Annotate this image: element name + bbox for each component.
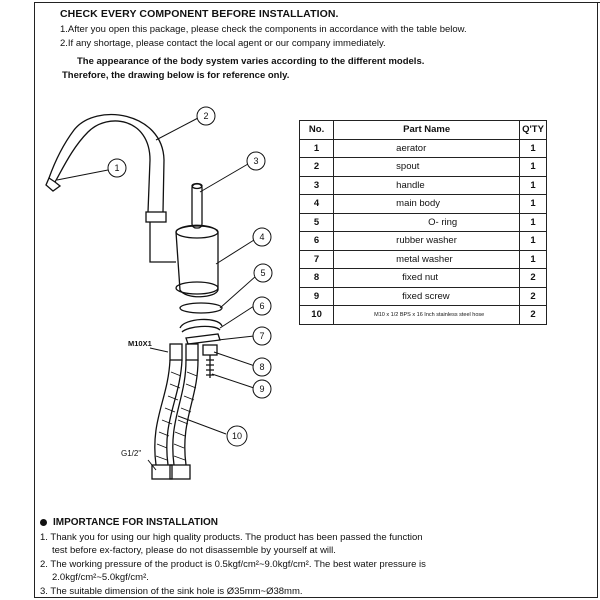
callout-3 xyxy=(247,152,265,170)
cell-part-name: spout xyxy=(334,158,520,177)
cell-qty: 1 xyxy=(520,250,547,269)
frame-top-border xyxy=(34,2,600,3)
cell-qty: 1 xyxy=(520,176,547,195)
callout-4 xyxy=(253,228,271,246)
cell-no: 4 xyxy=(300,195,334,214)
table-row xyxy=(300,306,547,325)
callout-2 xyxy=(197,107,215,125)
importance-item-2b: 2.0kgf/cm²~5.0kgf/cm². xyxy=(52,572,149,583)
svg-text:10: 10 xyxy=(231,431,243,441)
frame-right-border xyxy=(597,2,598,598)
svg-text:4: 4 xyxy=(259,232,265,242)
callout-9 xyxy=(253,380,271,398)
cell-part-name: fixed nut xyxy=(334,269,520,288)
table-row xyxy=(300,287,547,306)
table-row xyxy=(300,195,547,214)
parts-table-header xyxy=(300,121,547,140)
table-row xyxy=(300,139,547,158)
bullet-icon xyxy=(40,519,47,526)
svg-text:1: 1 xyxy=(114,163,120,173)
cell-qty: 2 xyxy=(520,269,547,288)
svg-text:7: 7 xyxy=(259,331,265,341)
cell-qty: 2 xyxy=(520,306,547,325)
o-ring-drawing xyxy=(180,303,222,313)
spout-collar-drawing xyxy=(146,212,166,222)
cell-part-name: M10 x 1/2 BPS x 16 Inch stainless steel hose xyxy=(334,306,520,325)
cell-no: 7 xyxy=(300,250,334,269)
callout-10 xyxy=(227,426,247,446)
svg-text:6: 6 xyxy=(259,301,265,311)
cell-part-name: fixed screw xyxy=(334,287,520,306)
frame-left-border xyxy=(34,2,35,598)
header-no: No. xyxy=(300,121,334,140)
instruction-line-1: 1.After you open this package, please check the components in accordance with the table below. xyxy=(60,24,467,35)
importance-item-1a: 1. Thank you for using our high quality products. The product has been passed the function xyxy=(40,532,423,543)
cell-qty: 1 xyxy=(520,195,547,214)
spout-drawing xyxy=(49,115,164,212)
cell-no: 2 xyxy=(300,158,334,177)
header-part-name: Part Name xyxy=(334,121,520,140)
importance-item-2a: 2. The working pressure of the product is 0.5kgf/cm²~9.0kgf/cm². The best water pressure is xyxy=(40,559,426,570)
cell-qty: 1 xyxy=(520,139,547,158)
thread-label-m10: M10X1 xyxy=(128,339,152,348)
callout-6 xyxy=(253,297,271,315)
handle-drawing xyxy=(192,184,202,229)
svg-text:2: 2 xyxy=(203,111,209,121)
table-row xyxy=(300,232,547,251)
cell-part-name: handle xyxy=(334,176,520,195)
svg-text:9: 9 xyxy=(259,384,265,394)
cell-no: 3 xyxy=(300,176,334,195)
cell-qty: 2 xyxy=(520,287,547,306)
hose-drawing xyxy=(152,344,198,479)
table-row xyxy=(300,176,547,195)
importance-title: IMPORTANCE FOR INSTALLATION xyxy=(53,517,218,528)
cell-no: 10 xyxy=(300,306,334,325)
instruction-line-2: 2.If any shortage, please contact the local agent or our company immediately. xyxy=(60,38,386,49)
rubber-washer-drawing xyxy=(180,319,222,332)
callout-7 xyxy=(253,327,271,345)
note-line-1: The appearance of the body system varies according to the different models. xyxy=(77,56,425,67)
leader-lines xyxy=(57,118,259,470)
page-title: CHECK EVERY COMPONENT BEFORE INSTALLATION. xyxy=(60,8,339,20)
header-qty: Q'TY xyxy=(520,121,547,140)
cell-part-name: metal washer xyxy=(334,250,520,269)
cell-qty: 1 xyxy=(520,158,547,177)
cell-no: 5 xyxy=(300,213,334,232)
callout-8 xyxy=(253,358,271,376)
cell-part-name: rubber washer xyxy=(334,232,520,251)
parts-table xyxy=(299,120,547,325)
cell-no: 6 xyxy=(300,232,334,251)
cell-no: 8 xyxy=(300,269,334,288)
table-row xyxy=(300,158,547,177)
importance-item-1b: test before ex-factory, please do not disassemble by yourself at will. xyxy=(52,545,336,556)
cell-no: 1 xyxy=(300,139,334,158)
cell-part-name: main body xyxy=(334,195,520,214)
frame-bottom-border xyxy=(34,597,598,598)
faucet-exploded-diagram xyxy=(40,100,290,495)
table-row xyxy=(300,269,547,288)
thread-label-g12: G1/2" xyxy=(121,449,142,458)
svg-text:3: 3 xyxy=(253,156,259,166)
table-row xyxy=(300,250,547,269)
cell-part-name: aerator xyxy=(334,139,520,158)
table-row xyxy=(300,213,547,232)
callout-1 xyxy=(108,159,126,177)
svg-text:5: 5 xyxy=(260,268,266,278)
cell-qty: 1 xyxy=(520,213,547,232)
cell-no: 9 xyxy=(300,287,334,306)
cell-part-name: O- ring xyxy=(334,213,520,232)
note-line-2: Therefore, the drawing below is for reference only. xyxy=(62,70,290,81)
main-body-drawing xyxy=(150,222,218,297)
metal-washer-drawing xyxy=(186,334,220,344)
importance-item-3: 3. The suitable dimension of the sink hole is Ø35mm~Ø38mm. xyxy=(40,586,303,597)
fixed-nut-drawing xyxy=(203,345,217,355)
svg-text:8: 8 xyxy=(259,362,265,372)
cell-qty: 1 xyxy=(520,232,547,251)
callout-5 xyxy=(254,264,272,282)
importance-heading xyxy=(40,517,218,528)
